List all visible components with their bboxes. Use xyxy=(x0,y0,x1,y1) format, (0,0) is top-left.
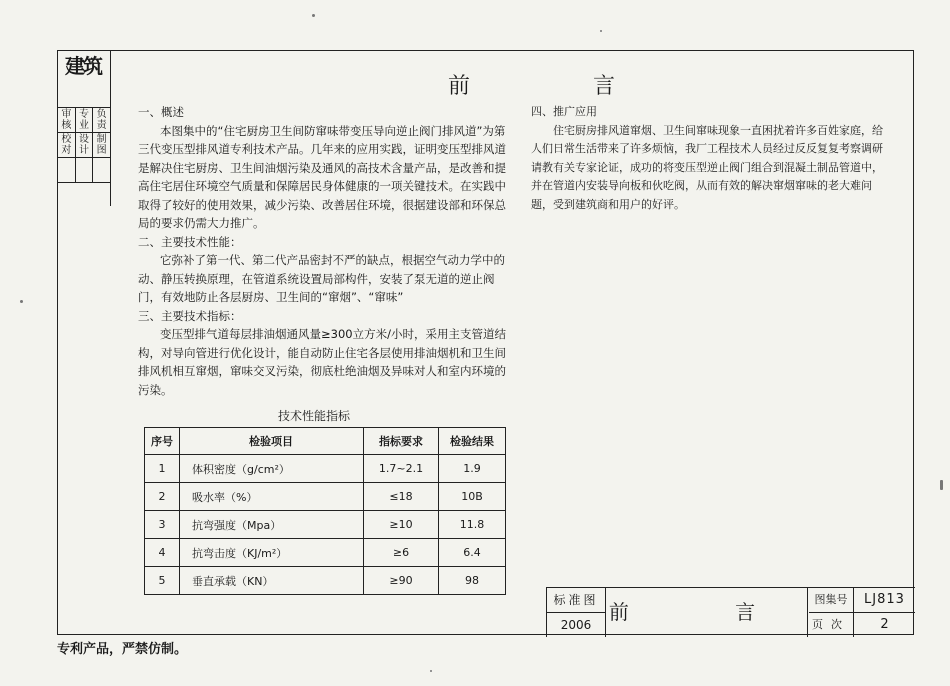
section-body: 它弥补了第一代、第二代产品密封不严的缺点，根据空气动力学中的动、静压转换原理，在管道系统设置局部构件，安装了泵无道的逆止阀门，有效地防止各层厨房、卫生间的“窜烟”、“窜味” xyxy=(138,253,505,304)
table-cell: 吸水率（%） xyxy=(180,483,364,511)
table-header: 检验项目 xyxy=(180,428,364,455)
section-heading: 一、概述 xyxy=(138,105,184,119)
scan-speck xyxy=(312,14,315,17)
section-body: 本图集中的“住宅厨房卫生间防窜味带变压导向逆止阀门排风道”为第三代变压型排风道专利技术产品。几年来的应用实践，证明变压型排风道是解决住宅厨房、卫生间油烟污染及通风的高技术含量产品，是改善和提高住宅居住环境空气质量和保障居民身体健康的一项关键技术。在实践中取得了较好的使用效果，减少污染、改善居住环境，很据建设部和环保总局的要求仍需大力推广。 xyxy=(138,123,506,230)
table-cell: ≥6 xyxy=(364,539,439,567)
atlas-number: LJ813 xyxy=(854,588,915,613)
table-row xyxy=(145,567,506,595)
page-title: 前 言 xyxy=(448,74,673,99)
approval-cell: 专业 xyxy=(76,108,94,132)
right-column xyxy=(531,103,893,214)
scan-speck xyxy=(430,670,432,672)
section-body: 变压型排气道每层排油烟通风量≥300立方米/小时，采用主支管道结构，对导向管进行优化设计，能自动防止住宅各层使用排油烟机和卫生间排风机相互窜烟，窜味交叉污染，彻底杜绝油烟及异味对人和室内环境的污染。 xyxy=(138,327,506,397)
table-cell: 10B xyxy=(439,483,506,511)
table-cell: ≤18 xyxy=(364,483,439,511)
table-cell: 4 xyxy=(145,539,180,567)
approval-cell: 审核 xyxy=(58,108,76,132)
section-heading: 三、主要技术指标： xyxy=(138,308,242,323)
approval-cell: 设计 xyxy=(76,133,94,157)
table-row xyxy=(145,483,506,511)
approval-cell xyxy=(76,158,94,182)
table-cell: 5 xyxy=(145,567,180,595)
table-cell: 1 xyxy=(145,455,180,483)
table-cell: 抗弯强度（Mpa） xyxy=(180,511,364,539)
table-row xyxy=(145,539,506,567)
table-row xyxy=(145,455,506,483)
left-column xyxy=(138,103,508,399)
page-number: 2 xyxy=(880,617,889,632)
approval-row xyxy=(58,133,110,158)
approval-cell xyxy=(93,158,110,182)
table-title: 技术性能指标 xyxy=(278,409,351,423)
table-cell: 2 xyxy=(145,483,180,511)
table-cell: 抗弯击度（KJ/m²） xyxy=(180,539,364,567)
scan-speck xyxy=(20,300,23,303)
table-cell: 1.9 xyxy=(439,455,506,483)
title-block xyxy=(546,587,915,637)
approval-row xyxy=(58,158,110,183)
spec-table xyxy=(144,427,506,595)
standard-label: 标准图 xyxy=(547,588,606,613)
table-cell: 体积密度（g/cm²） xyxy=(180,455,364,483)
table-row xyxy=(145,511,506,539)
approval-cell: 校对 xyxy=(58,133,76,157)
drawing-sheet xyxy=(57,50,914,635)
table-cell: 1.7~2.1 xyxy=(364,455,439,483)
atlas-logo: 建筑 xyxy=(65,54,101,78)
table-cell: 3 xyxy=(145,511,180,539)
section-heading: 二、主要技术性能： xyxy=(138,234,242,249)
table-cell: ≥10 xyxy=(364,511,439,539)
table-cell: 11.8 xyxy=(439,511,506,539)
patent-notice: 专利产品，严禁仿制。 xyxy=(57,642,188,657)
sheet-name: 前 言 xyxy=(607,588,808,637)
table-header: 检验结果 xyxy=(439,428,506,455)
approval-sidebar xyxy=(58,51,111,206)
approval-grid xyxy=(58,107,110,183)
table-header: 序号 xyxy=(145,428,180,455)
standard-year: 2006 xyxy=(547,613,606,637)
table-cell: 6.4 xyxy=(439,539,506,567)
approval-cell: 制图 xyxy=(96,134,107,156)
approval-row xyxy=(58,108,110,133)
scan-speck xyxy=(940,480,943,490)
section-body: 住宅厨房排风道窜烟、卫生间窜味现象一直困扰着许多百姓家庭，给人们日常生活带来了许多烦恼，我厂工程技术人员经过反反复复考察调研请教有关专家论证，成功的将变压型逆止阀门组合到混凝土制品管道中，并在管道内安装导向板和伙吃阀，从而有效的解决窜烟窜味的老大难问题，受到建筑商和用户的好评。 xyxy=(531,123,883,211)
approval-cell xyxy=(58,158,76,182)
table-cell: 98 xyxy=(439,567,506,595)
table-cell: ≥90 xyxy=(364,567,439,595)
table-header: 指标要求 xyxy=(364,428,439,455)
table-cell: 垂直承载（KN） xyxy=(180,567,364,595)
table-header-row xyxy=(145,428,506,455)
approval-cell: 负责 xyxy=(96,109,107,131)
atlas-number-label: 图集号 xyxy=(809,588,854,613)
page-number-label: 页次 xyxy=(809,613,854,637)
scan-speck xyxy=(600,30,602,32)
section-heading: 四、推广应用 xyxy=(531,105,597,118)
